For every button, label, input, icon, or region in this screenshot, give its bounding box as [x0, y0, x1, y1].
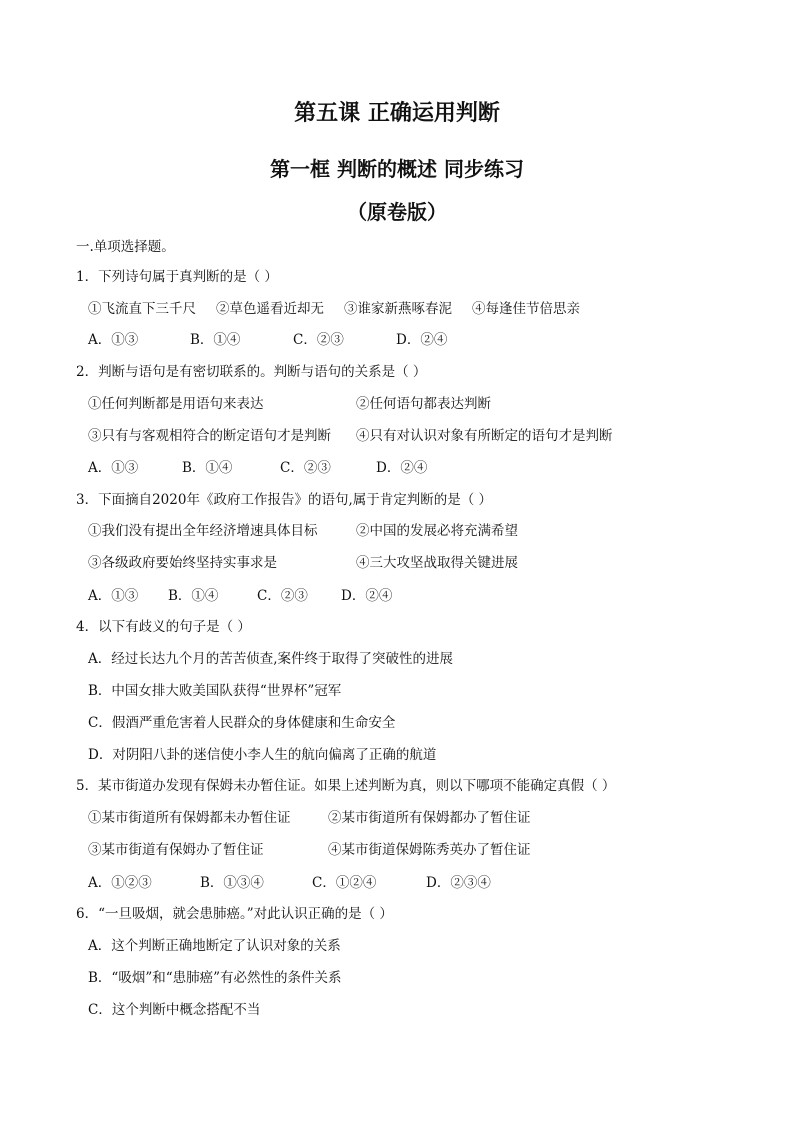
q3-statement-4: ④三大攻坚战取得关键进展: [356, 555, 518, 571]
q2-statement-4: ④只有对认识对象有所断定的语句才是判断: [356, 428, 613, 444]
question-1-stem: 1．下列诗句属于真判断的是（ ）: [76, 269, 278, 285]
q5-option-d: D．②③④: [426, 875, 491, 891]
q5-statement-2: ②某市街道所有保姆都办了暂住证: [328, 810, 531, 826]
q4-option-d: D．对阴阳八卦的迷信使小李人生的航向偏离了正确的航道: [88, 747, 437, 763]
edition-label: （原卷版）: [347, 200, 447, 224]
q6-option-a: A．这个判断正确地断定了认识对象的关系: [88, 938, 341, 954]
q6-option-c: C．这个判断中概念搭配不当: [88, 1002, 261, 1018]
q2-statement-1: ①任何判断都是用语句来表达: [88, 396, 264, 412]
q5-statement-3: ③某市街道有保姆办了暂住证: [88, 842, 264, 858]
q5-statement-4: ④某市街道保姆陈秀英办了暂住证: [328, 842, 531, 858]
q5-option-b: B．①③④: [200, 875, 264, 891]
q1-option-c: C．②③: [293, 332, 344, 348]
q2-option-a: A．①③: [88, 460, 139, 476]
q1-option-b: B．①④: [190, 332, 241, 348]
q1-statement-3: ③谁家新燕啄春泥: [344, 301, 452, 317]
q2-option-b: B．①④: [182, 460, 233, 476]
q1-option-d: D．②④: [396, 332, 448, 348]
q2-option-d: D．②④: [376, 460, 428, 476]
q3-statement-3: ③各级政府要始终坚持实事求是: [88, 555, 277, 571]
q2-statement-2: ②任何语句都表达判断: [356, 396, 491, 412]
q4-option-a: A．经过长达九个月的苦苦侦查,案件终于取得了突破性的进展: [88, 651, 454, 667]
question-4-stem: 4．以下有歧义的句子是（ ）: [76, 619, 251, 635]
q1-statement-4: ④每逢佳节倍思亲: [472, 301, 580, 317]
q4-option-c: C．假酒严重危害着人民群众的身体健康和生命安全: [88, 715, 396, 731]
question-6-stem: 6．“一旦吸烟，就会患肺癌。”对此认识正确的是（ ）: [76, 906, 393, 922]
q2-option-c: C．②③: [280, 460, 331, 476]
q1-statement-1: ①飞流直下三千尺: [88, 301, 196, 317]
q1-statement-2: ②草色遥看近却无: [216, 301, 324, 317]
q3-statement-1: ①我们没有提出全年经济增速具体目标: [88, 523, 318, 539]
q5-statement-1: ①某市街道所有保姆都未办暂住证: [88, 810, 291, 826]
q2-statement-3: ③只有与客观相符合的断定语句才是判断: [88, 428, 331, 444]
question-5-stem: 5．某市街道办发现有保姆未办暂住证。如果上述判断为真，则以下哪项不能确定真假（ ）: [76, 778, 616, 794]
q3-option-a: A．①③: [88, 588, 139, 604]
q3-statement-2: ②中国的发展必将充满希望: [356, 523, 518, 539]
q5-option-c: C．①②④: [312, 875, 377, 891]
q3-option-b: B．①④: [168, 588, 219, 604]
question-3-stem: 3．下面摘自2020年《政府工作报告》的语句,属于肯定判断的是（ ）: [76, 492, 493, 508]
question-2-stem: 2．判断与语句是有密切联系的。判断与语句的关系是（ ）: [76, 364, 427, 380]
q5-option-a: A．①②③: [88, 875, 152, 891]
q3-option-c: C．②③: [257, 588, 308, 604]
q4-option-b: B．中国女排大败美国队获得“世界杯”冠军: [88, 683, 342, 699]
q1-option-a: A．①③: [88, 332, 139, 348]
q6-option-b: B．“吸烟”和“患肺癌”有必然性的条件关系: [88, 970, 342, 986]
lesson-title: 第五课 正确运用判断: [294, 101, 500, 126]
section-subtitle: 第一框 判断的概述 同步练习: [270, 157, 524, 181]
section-heading: 一.单项选择题。: [76, 239, 175, 255]
q3-option-d: D．②④: [341, 588, 393, 604]
